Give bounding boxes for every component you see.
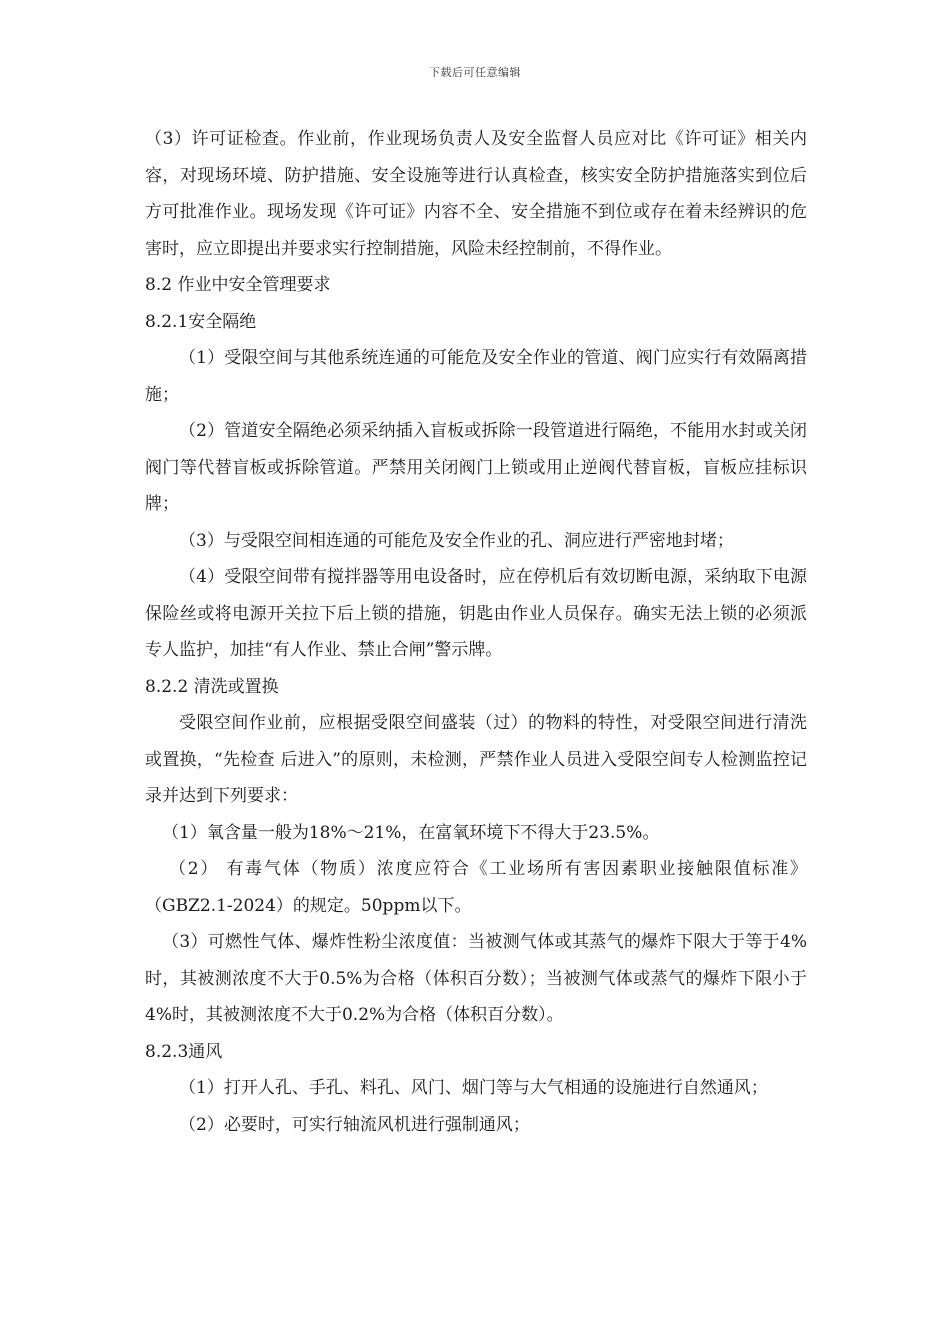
paragraph-ventilation-2: （2）必要时，可实行轴流风机进行强制通风； bbox=[179, 1114, 530, 1135]
paragraph-isolation-2: （2）管道安全隔绝必须采纳插入盲板或拆除一段管道进行隔绝，不能用水封或关闭阀门等代替盲板或拆除管道。严禁用关闭阀门上锁或用止逆阀代替盲板，盲板应挂标识牌； bbox=[145, 421, 807, 514]
paragraph-flammable-gas: （3）可燃性气体、爆炸性粉尘浓度值：当被测气体或其蒸气的爆炸下限大于等于4%时，其被测浓度不大于0.5%为合格（体积百分数）；当被测气体或蒸气的爆炸下限小于4%时，其被测浓度不大于0.2%为合格（体积百分数）。 bbox=[145, 932, 807, 1025]
page-header: 下载后可任意编辑 bbox=[429, 66, 521, 79]
paragraph-isolation-1: （1）受限空间与其他系统连通的可能危及安全作业的管道、阀门应实行有效隔离措施； bbox=[145, 348, 807, 405]
section-heading-8-2-2: 8.2.2 清洗或置换 bbox=[145, 676, 279, 697]
paragraph-isolation-4: （4）受限空间带有搅拌器等用电设备时，应在停机后有效切断电源，采纳取下电源保险丝或将电源开关拉下后上锁的措施，钥匙由作业人员保存。确实无法上锁的必须派专人监护，加挂“有人作业、禁止合闸”警示牌。 bbox=[145, 567, 807, 660]
paragraph-toxic-gas: （2） 有毒气体（物质）浓度应符合《工业场所有害因素职业接触限值标准》（GBZ2.1-2024）的规定。50ppm以下。 bbox=[145, 859, 807, 916]
section-heading-8-2-1: 8.2.1安全隔绝 bbox=[145, 311, 257, 332]
paragraph-oxygen-content: （1）氧含量一般为18%～21%，在富氧环境下不得大于23.5%。 bbox=[162, 822, 660, 843]
paragraph-ventilation-1: （1）打开人孔、手孔、料孔、风门、烟门等与大气相通的设施进行自然通风； bbox=[179, 1078, 768, 1098]
paragraph-cleaning-intro: 受限空间作业前，应根据受限空间盛装（过）的物料的特性，对受限空间进行清洗或置换，“先检查 后进入”的原则，未检测，严禁作业人员进入受限空间专人检测监控记录并达到下列要求： bbox=[145, 713, 807, 806]
document-body bbox=[145, 121, 807, 1143]
paragraph-permit-check: （3）许可证检查。作业前，作业现场负责人及安全监督人员应对比《许可证》相关内容，对现场环境、防护措施、安全设施等进行认真检查，核实安全防护措施落实到位后方可批准作业。现场发现《许可证》内容不全、安全措施不到位或存在着未经辨识的危害时，应立即提出并要求实行控制措施，风险未经控制前，不得作业。 bbox=[145, 129, 807, 259]
section-heading-8-2: 8.2 作业中安全管理要求 bbox=[145, 275, 331, 295]
paragraph-isolation-3: （3）与受限空间相连通的可能危及安全作业的孔、洞应进行严密地封堵； bbox=[179, 530, 734, 551]
section-heading-8-2-3: 8.2.3通风 bbox=[145, 1041, 223, 1062]
